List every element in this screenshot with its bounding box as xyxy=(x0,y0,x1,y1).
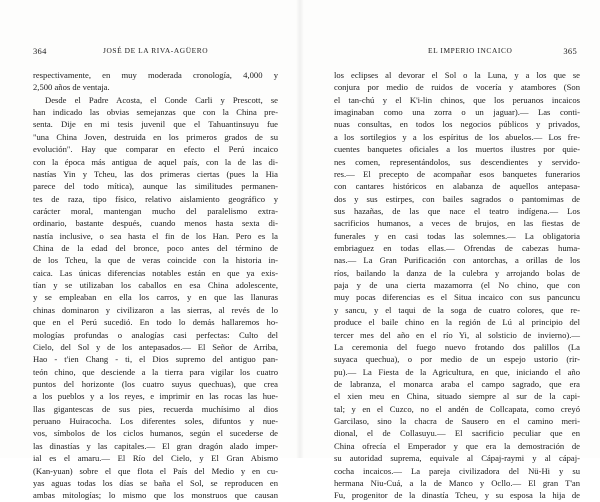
text-line: 2,500 años de ventaja. xyxy=(33,82,110,93)
text-line: a los pueblos y a los reyes, e imprimir en las rocas las hue- xyxy=(33,391,278,402)
text-line: ial es el amaru.— El Río del Cielo, y El Gran Abismo xyxy=(33,453,278,464)
text-line: respectivamente, en muy moderada cronología, 4,000 y xyxy=(33,70,278,80)
text-line: tes de raza, tipo físico, relativo aislamiento geográfico y xyxy=(33,193,278,204)
text-line: imaginaban como una zorra o un jaguar).— Las conti- xyxy=(334,107,580,118)
text-line: han indicado las obvias semejanzas que con la China pre- xyxy=(33,107,278,118)
right-running-head: EL IMPERIO INCAICO xyxy=(428,46,513,55)
text-line: funerales y en casi todas las solemnes.— La obligatoria xyxy=(334,230,580,241)
text-line: peruano Huiracocha. Los diferentes soles, difuntos y nue- xyxy=(33,416,278,427)
text-line: y se empleaban en ella los carros, y en que las llanuras xyxy=(33,292,278,303)
text-line: dos y sus estirpes, con bailes sagrados o pantomimas de xyxy=(334,193,580,204)
text-line: nas.— La Gran Purificación con antorchas, a orillas de los xyxy=(334,255,580,266)
text-line: vos, símbolos de los ciclos humanos, según el sucederse de xyxy=(33,428,278,439)
text-line: yas aguas todas los días se baña el Sol, se reproducen en xyxy=(33,477,278,488)
text-line: ambas mitologías; lo mismo que los monstruos que causan xyxy=(33,490,278,501)
text-line: que en el Perú sucedió. En todo lo demás hallaremos ho- xyxy=(33,317,278,328)
text-line: tercer mes del año en el río Yi, al solsticio de invierno).— xyxy=(334,329,580,340)
text-line: paja y de una cierta mazamorra (el No chino, que con xyxy=(334,280,580,291)
text-line: las dinastías y las capitales.— El gran dragón alado imper- xyxy=(33,440,278,451)
text-line: dional, el de Collasuyu.— El sacrificio peculiar que en xyxy=(334,428,580,439)
text-line: Fu, progenitor de la dinastía Tcheu, y su esposa la hija de xyxy=(334,490,580,501)
text-line: muy pocas diferencias es el Situa incaico con sus pancuncu xyxy=(334,292,580,303)
text-line: evolución". Hay que comparar en efecto el Perú incaico xyxy=(33,144,278,155)
text-line: Cielo, del Sol y de los antepasados.— El Señor de Arriba, xyxy=(33,341,278,352)
text-line: embriaguez en todas ellas.— Ofrendas de cabezas huma- xyxy=(334,243,580,254)
text-line: llas gigantescas de sus pies, recuerda muchísimo al dios xyxy=(33,403,278,414)
text-line: y sancu, y el taqui de la soga de cuatro colores, que re- xyxy=(334,304,580,315)
text-line: caica. Las únicas diferencias notables están en que ya exis- xyxy=(33,267,278,278)
text-line: Hao - t'ien Chang - ti, el Dios supremo del antiguo pan- xyxy=(33,354,278,365)
right-page-body xyxy=(334,69,580,502)
text-line: suyaca quechua), o por medio de un espejo ustorio (rir- xyxy=(334,354,580,365)
text-line: tían y se utilizaban los caballos en esa China adolescente, xyxy=(33,280,278,291)
text-line: puntos del horizonte (los cuatro suyus quechuas), que crea xyxy=(33,378,278,389)
text-line: senta. Dije en mi tesis juvenil que el Tahuantinsuyu fue xyxy=(33,119,278,130)
text-line: parece del todo mítica), aunque las similitudes permanen- xyxy=(33,181,278,192)
text-line: produce el baile chino en la región de Lú al principio del xyxy=(334,317,580,328)
right-page-number: 365 xyxy=(563,46,577,56)
text-line: tal; y en el Cuzco, no el andén de Collcapata, como creyó xyxy=(334,403,580,414)
text-line: de los Tcheu, la que de veras coincide con la historia in- xyxy=(33,255,278,266)
text-line: ordinario, bastante después, cuando menos hasta sexta di- xyxy=(33,218,278,229)
left-running-head: JOSÉ DE LA RIVA-AGÜERO xyxy=(103,46,209,55)
text-line: nastías Yin y Tcheu, las dos primeras ciertas (pues la Hia xyxy=(33,168,278,179)
left-page xyxy=(0,0,300,501)
text-line: res.— El precepto de acompañar esos banquetes funerarios xyxy=(334,168,580,179)
text-line: Garcilaso, sino la chacra de Sausero en el camino meri- xyxy=(334,416,580,427)
text-line: Desde el Padre Acosta, el Conde Carli y Prescott, se xyxy=(45,94,278,105)
text-line: mologías profundas o analogías casi perfectas: Culto del xyxy=(33,329,278,340)
left-page-number: 364 xyxy=(33,46,47,56)
text-line: a los sortilegios y a los espíritus de los abuelos.— Los fre- xyxy=(334,131,580,142)
text-line: hermana Niu-Cuá, a la de Manco y Ocllo.— El gran T'an xyxy=(334,477,580,488)
text-line: carácter moral, mantengan mucho del paralelismo extra- xyxy=(33,205,278,216)
text-line: ríos, bailando la danza de la culebra y arrojando bolas de xyxy=(334,267,580,278)
text-line: el xien meu en China, situado siempre al sur de la capi- xyxy=(334,391,580,402)
text-line: cuentes banquetes oficiales a los muertos ilustres por quie- xyxy=(334,144,580,155)
text-line: de labranza, el monarca araba el campo sagrado, que era xyxy=(334,378,580,389)
text-line: pu).— La Fiesta de la Agricultura, en que, iniciando el año xyxy=(334,366,580,377)
text-line: cocha incaicos.— La pareja civilizadora del Nü-Hi y su xyxy=(334,465,580,476)
text-line: chinas dominaron y civilizaron a las sierras, al revés de lo xyxy=(33,304,278,315)
right-page xyxy=(300,0,600,501)
text-line: (Kan-yuan) sobre el que flota el País del Medio y en cu- xyxy=(33,465,278,476)
left-page-body xyxy=(33,69,278,502)
text-line: sacrificios humanos, a veces de brujos, en las fiestas de xyxy=(334,218,580,229)
text-line: los eclipses al devorar el Sol o la Luna, y a los que se xyxy=(334,70,580,80)
text-line: China ofrecía el Emperador y que era la demostración de xyxy=(334,440,580,451)
text-line: nes comen, representándolos, sus descendientes y servido- xyxy=(334,156,580,167)
text-line: teón chino, que desciende a la tierra para vigilar los cuatro xyxy=(33,366,278,377)
text-line: China de la edad del bronce, poco antes del término de xyxy=(33,243,278,254)
text-line: sus hazañas, de las que nace el teatro indígena.— Los xyxy=(334,205,580,216)
text-line: con la época más antigua de aquel país, con la de las di- xyxy=(33,156,278,167)
text-line: con cantares históricos en alabanza de aquellos antepasa- xyxy=(334,181,580,192)
text-line: el tan-chú y el K'i-lin chinos, que los peruanos incaicos xyxy=(334,94,580,105)
text-line: conjura por medio de ruidos de vocería y atambores (Son xyxy=(334,82,580,93)
text-line: nastía inclusive, o sea hasta el fin de los Han. Pero es la xyxy=(33,230,278,241)
text-line: La ceremonia del fuego nuevo frotando dos palillos (La xyxy=(334,341,580,352)
text-line: su autoridad suprema, equivale al Cápaj-raymi y al cápaj- xyxy=(334,453,580,464)
text-line: nuas consultas, en todos los negocios públicos y privados, xyxy=(334,119,580,130)
text-line: "una China Joven, destruida en los primeros grados de su xyxy=(33,131,278,142)
